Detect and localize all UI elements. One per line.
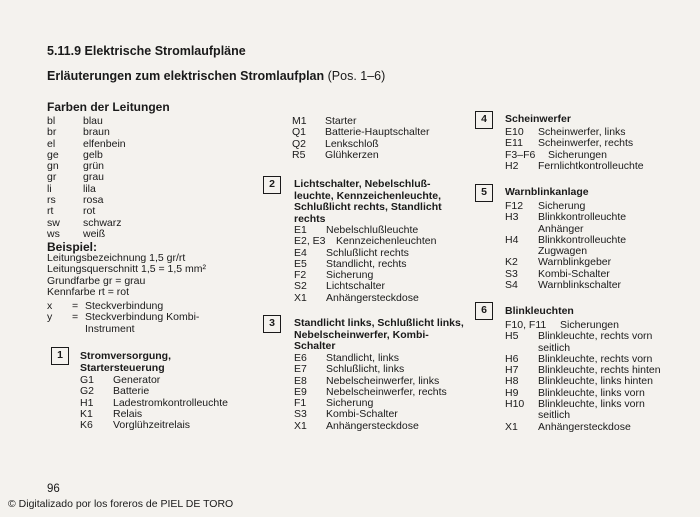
item-code: E1 <box>294 224 307 236</box>
legend-row <box>505 212 695 223</box>
section-3-title <box>294 318 464 353</box>
section-3-items <box>294 353 474 432</box>
section-6-items <box>505 320 695 433</box>
item-code: F2 <box>294 269 307 282</box>
item-description: Nebelschlußleuchte <box>326 224 419 236</box>
item-code: H3 <box>505 211 519 224</box>
item-code: E8 <box>294 374 307 387</box>
item-description: grün <box>83 160 105 173</box>
item-code: E7 <box>294 363 307 376</box>
section-title-line: Startersteuerung <box>80 361 165 374</box>
legend-row <box>505 410 695 421</box>
example-line: Kennfarbe rt = rot <box>47 285 130 298</box>
item-description: Lichtschalter <box>326 280 385 293</box>
connector-code: x <box>47 300 53 312</box>
section-2-number: 2 <box>263 176 281 194</box>
example-line: Leitungsquerschnitt 1,5 = 1,5 mm² <box>47 263 207 276</box>
section-title-line: Nebelscheinwerfer, Kombi- <box>294 328 429 341</box>
legend-row <box>80 375 270 386</box>
item-code: E2, E3 <box>294 235 326 248</box>
item-code: F1 <box>294 397 307 410</box>
item-code: K2 <box>505 256 518 269</box>
item-description: Sicherung <box>326 269 374 282</box>
item-code: E9 <box>294 385 307 398</box>
item-code: G2 <box>80 385 95 398</box>
item-code: H10 <box>505 398 525 411</box>
item-description: Warnblinkgeber <box>538 256 612 269</box>
connector-description: Steckverbindung Kombi- <box>85 311 200 324</box>
item-description: Scheinwerfer, rechts <box>538 137 634 150</box>
legend-row <box>294 293 474 304</box>
section-title-line: Scheinwerfer <box>505 113 571 125</box>
legend-row <box>47 116 247 127</box>
item-description: Blinkleuchte, links vorn <box>538 386 645 399</box>
item-code: H2 <box>505 159 519 172</box>
section-4-title <box>505 114 571 126</box>
item-description: Blinkleuchte, rechts vorn <box>538 330 653 343</box>
item-code: Q1 <box>292 126 307 139</box>
item-description: Schlußlicht, links <box>326 363 405 376</box>
item-code: S3 <box>294 408 307 421</box>
connector-row <box>47 312 267 323</box>
legend-row <box>80 398 270 409</box>
section-1-continued-items <box>292 116 472 161</box>
section-4-number: 4 <box>475 111 493 129</box>
section-1-title <box>80 351 171 374</box>
item-code: H6 <box>505 352 519 365</box>
item-code: S4 <box>505 279 518 292</box>
item-code: X1 <box>294 291 307 304</box>
section-6-title <box>505 306 574 318</box>
item-code: br <box>47 126 57 139</box>
item-code: F3–F6 <box>505 148 536 161</box>
item-code: E6 <box>294 352 307 364</box>
item-code: E11 <box>505 137 523 150</box>
section-title-line: Warnblinkanlage <box>505 186 589 198</box>
item-code: S3 <box>505 267 518 280</box>
legend-row <box>292 127 472 138</box>
item-description: Anhängersteckdose <box>326 291 419 304</box>
item-description: braun <box>83 126 110 139</box>
item-description: Sicherung <box>326 397 374 410</box>
section-5-items <box>505 201 695 291</box>
item-code: H1 <box>80 396 94 409</box>
section-title-line: Lichtschalter, Nebelschluß- <box>294 178 431 190</box>
item-description: Sicherungen <box>560 319 619 331</box>
section-title-line: rechts <box>294 212 326 225</box>
item-description: Blinkkontrolleuchte <box>538 211 627 224</box>
item-code: H9 <box>505 386 519 399</box>
legend-row <box>47 195 247 206</box>
item-description: Standlicht, rechts <box>326 257 407 270</box>
section-2-items <box>294 225 474 304</box>
scan-credit: © Digitalizado por los foreros de PIEL DE TORO <box>8 498 234 510</box>
connector-row-cont <box>47 324 267 335</box>
connector-code: y <box>47 311 53 324</box>
legend-row <box>47 172 247 183</box>
item-description: Anhängersteckdose <box>326 419 419 432</box>
wire-colors-list <box>47 116 247 240</box>
legend-row <box>47 127 247 138</box>
item-code: K6 <box>80 419 93 432</box>
legend-row <box>80 386 270 397</box>
item-description: Batterie-Hauptschalter <box>325 126 430 139</box>
legend-row <box>505 399 695 410</box>
legend-row <box>505 235 695 246</box>
item-code: H7 <box>505 364 519 377</box>
legend-row <box>294 387 474 398</box>
legend-row <box>505 161 695 172</box>
item-description: Standlicht, links <box>326 352 399 364</box>
item-description: Vorglühzeitrelais <box>113 419 191 432</box>
connector-equals: = <box>72 311 79 324</box>
item-description: elfenbein <box>83 137 126 150</box>
page-number: 96 <box>47 483 60 495</box>
item-description: Blinkleuchte, rechts hinten <box>538 364 661 377</box>
example-line: Grundfarbe gr = grau <box>47 274 146 287</box>
legend-row <box>294 259 474 270</box>
section-title-line: Schlußlicht rechts, Standlicht <box>294 201 442 213</box>
page-subtitle <box>47 69 385 83</box>
item-code: sw <box>47 216 60 229</box>
legend-row <box>47 139 247 150</box>
item-description: Anhänger <box>538 222 584 235</box>
item-code: X1 <box>505 420 518 433</box>
item-description: Kombi-Schalter <box>538 267 610 280</box>
item-description: Fernlichtkontrolleuchte <box>538 159 644 172</box>
legend-row <box>292 150 472 161</box>
item-description: weiß <box>83 227 106 240</box>
subtitle-rest: (Pos. 1–6) <box>324 69 386 83</box>
item-description: Kennzeichenleuchten <box>336 235 437 248</box>
connector-description-cont: Instrument <box>85 322 135 335</box>
item-code: M1 <box>292 115 307 127</box>
item-code: H8 <box>505 375 519 388</box>
wire-colors-title: Farben der Leitungen <box>47 100 170 114</box>
legend-row <box>47 184 247 195</box>
item-description: Blinkkontrolleuchte <box>538 233 627 246</box>
example-line: Leitungsbezeichnung 1,5 gr/rt <box>47 252 186 264</box>
section-1-number: 1 <box>51 347 69 365</box>
legend-row <box>47 218 247 229</box>
item-code: li <box>47 182 52 195</box>
item-description: Sicherungen <box>548 148 607 161</box>
item-description: grau <box>83 171 105 184</box>
example-lines <box>47 253 267 298</box>
item-description: Blinkleuchte, rechts vorn <box>538 352 653 365</box>
item-code: el <box>47 137 56 150</box>
item-description: gelb <box>83 148 103 161</box>
connector-equals: = <box>72 300 79 312</box>
item-description: Zugwagen <box>538 245 588 258</box>
section-1-items <box>80 375 270 431</box>
item-description: Blinkleuchte, links hinten <box>538 375 653 388</box>
legend-row <box>294 421 474 432</box>
example-title: Beispiel: <box>47 240 98 254</box>
item-description: Starter <box>325 115 357 127</box>
section-title-line: Stromversorgung, <box>80 350 172 362</box>
item-code: K1 <box>80 407 93 420</box>
item-code: E5 <box>294 257 307 270</box>
item-description: Glühkerzen <box>325 148 379 161</box>
subtitle-bold: Erläuterungen zum elektrischen Stromlaufplan <box>47 69 325 83</box>
item-description: Sicherung <box>538 200 586 212</box>
item-description: rot <box>83 205 96 218</box>
item-code: G1 <box>80 374 95 386</box>
section-6-number: 6 <box>475 302 493 320</box>
item-code: gn <box>47 160 59 173</box>
item-description: rosa <box>83 194 104 207</box>
item-description: lila <box>83 182 96 195</box>
section-title-line: leuchte, Kennzeichenleuchte, <box>294 189 442 202</box>
item-code: H4 <box>505 233 519 246</box>
legend-row <box>505 280 695 291</box>
legend-row <box>47 229 247 240</box>
item-code: X1 <box>294 419 307 432</box>
item-description: schwarz <box>83 216 122 229</box>
item-description: Blinkleuchte, links vorn <box>538 398 645 411</box>
legend-row <box>294 364 474 375</box>
item-code: E4 <box>294 246 307 259</box>
legend-row <box>47 161 247 172</box>
section-5-number: 5 <box>475 184 493 202</box>
section-title-line: Blinkleuchten <box>505 305 574 317</box>
item-code: F12 <box>505 200 524 212</box>
legend-row <box>505 422 695 433</box>
connector-legend <box>47 301 267 335</box>
item-code: rt <box>47 205 54 218</box>
section-title-line: Standlicht links, Schlußlicht links, <box>294 317 464 329</box>
legend-row <box>47 150 247 161</box>
item-description: Lenkschloß <box>325 137 379 150</box>
connector-description: Steckverbindung <box>85 300 164 312</box>
item-description: Kombi-Schalter <box>326 408 398 421</box>
section-3-number: 3 <box>263 315 281 333</box>
item-description: Warnblinkschalter <box>538 279 622 292</box>
item-description: seitlich <box>538 409 571 422</box>
item-description: Scheinwerfer, links <box>538 126 626 138</box>
item-description: Generator <box>113 374 161 386</box>
item-description: blau <box>83 115 103 127</box>
item-code: S2 <box>294 280 307 293</box>
item-description: Batterie <box>113 385 150 398</box>
legend-row <box>47 206 247 217</box>
legend-row <box>80 420 270 431</box>
section-title-line: Schalter <box>294 340 336 352</box>
section-heading: 5.11.9 Elektrische Stromlaufpläne <box>47 44 246 58</box>
item-code: F10, F11 <box>505 319 547 331</box>
section-4-items <box>505 127 695 172</box>
item-description: Nebelscheinwerfer, links <box>326 374 440 387</box>
legend-row <box>505 331 695 342</box>
item-description: Nebelscheinwerfer, rechts <box>326 385 447 398</box>
legend-row <box>294 236 474 247</box>
item-code: H5 <box>505 330 519 343</box>
item-code: E10 <box>505 126 524 138</box>
legend-row <box>292 139 472 150</box>
item-description: Relais <box>113 407 143 420</box>
item-code: ge <box>47 148 59 161</box>
section-2-title <box>294 179 442 225</box>
legend-row <box>505 138 695 149</box>
item-description: Anhängersteckdose <box>538 420 631 433</box>
section-5-title <box>505 187 589 199</box>
item-description: Ladestromkontrolleuchte <box>113 396 228 409</box>
item-code: Q2 <box>292 137 307 150</box>
item-code: bl <box>47 115 56 127</box>
item-code: rs <box>47 194 56 207</box>
item-description: seitlich <box>538 341 571 354</box>
item-description: Schlußlicht rechts <box>326 246 409 259</box>
item-code: R5 <box>292 148 306 161</box>
item-code: ws <box>47 227 60 240</box>
item-code: gr <box>47 171 57 184</box>
